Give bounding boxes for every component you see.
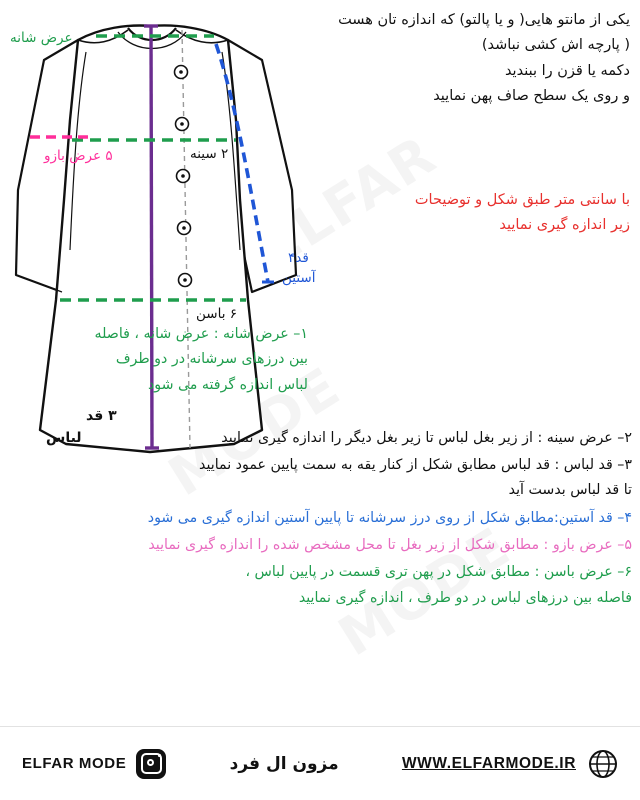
legend-line: ۶– عرض باسن : مطابق شکل در پهن تری قسمت در پایین لباس ، — [245, 564, 632, 581]
legend-item-5 — [8, 533, 632, 558]
label-chest: ۲ سینه — [190, 146, 229, 162]
website-url-link[interactable]: WWW.ELFARMODE.IR — [401, 754, 576, 772]
footer-left — [402, 749, 618, 779]
label-length: ۳ قد — [86, 408, 117, 424]
globe-icon — [588, 749, 618, 779]
top-instruction-line: دکمه یا قزن را ببندید — [504, 62, 630, 79]
measurement-legend — [8, 322, 632, 613]
legend-line: ۴– قد آستین:مطابق شکل از روی درز سرشانه تا پایین آستین اندازه گیری می شود — [147, 509, 632, 526]
legend-line: تا قد لباس بدست آید — [508, 482, 632, 499]
label-length-2: لباس — [46, 430, 82, 446]
top-instruction-line: ( پارچه اش کشی نباشد) — [481, 37, 630, 54]
legend-line: فاصله بین درزهای لباس در دو طرف ، اندازه گیری نمایید — [298, 589, 632, 606]
legend-line: ۱– عرض شانه : عرض شانه ، فاصله — [94, 326, 308, 342]
legend-line: بین درزهای سرشانه در دو طرف — [115, 351, 308, 368]
instagram-handle[interactable]: ELFAR MODE — [22, 755, 127, 772]
brand-name-fa: مزون ال فرد — [229, 753, 339, 774]
top-instruction-line: و روی یک سطح صاف پهن نمایید — [433, 88, 630, 105]
top-instruction-line: یکی از مانتو هایی( و یا پالتو) که اندازه تان هست — [338, 12, 630, 28]
legend-line: ۲– عرض سینه : از زیر بغل لباس تا زیر بغل دیگر را اندازه گیری نمایید — [221, 429, 632, 446]
footer-right[interactable] — [22, 749, 166, 779]
legend-line: ۵– عرض بازو : مطابق شکل از زیر بغل تا محل مشخص شده را اندازه گیری نمایید — [148, 536, 632, 553]
top-instructions — [230, 8, 630, 110]
label-sleeve-length-2: آستین — [282, 270, 316, 286]
label-shoulder: عرض شانه — [10, 30, 73, 46]
label-sleeve-length: قد۴ — [288, 250, 309, 266]
legend-item-2 — [8, 426, 632, 451]
footer — [0, 726, 640, 800]
label-hip: ۶ باسن — [196, 306, 238, 322]
legend-item-1 — [8, 322, 308, 398]
legend-line: لباس اندازه گرفته می شود — [147, 376, 308, 393]
legend-item-6 — [8, 560, 632, 611]
legend-item-4 — [8, 506, 632, 531]
red-instruction-line: زیر اندازه گیری نمایید — [499, 217, 630, 234]
legend-item-3 — [8, 453, 632, 504]
label-arm-width: ۵ عرض بازو — [44, 148, 113, 164]
red-instruction-line: با سانتی متر طبق شکل و توضیحات — [414, 192, 630, 208]
legend-line: ۳– قد لباس : قد لباس مطابق شکل از کنار یقه به سمت پایین عمود نمایید — [199, 457, 632, 474]
red-instructions — [340, 188, 630, 239]
instagram-icon[interactable] — [136, 749, 166, 779]
